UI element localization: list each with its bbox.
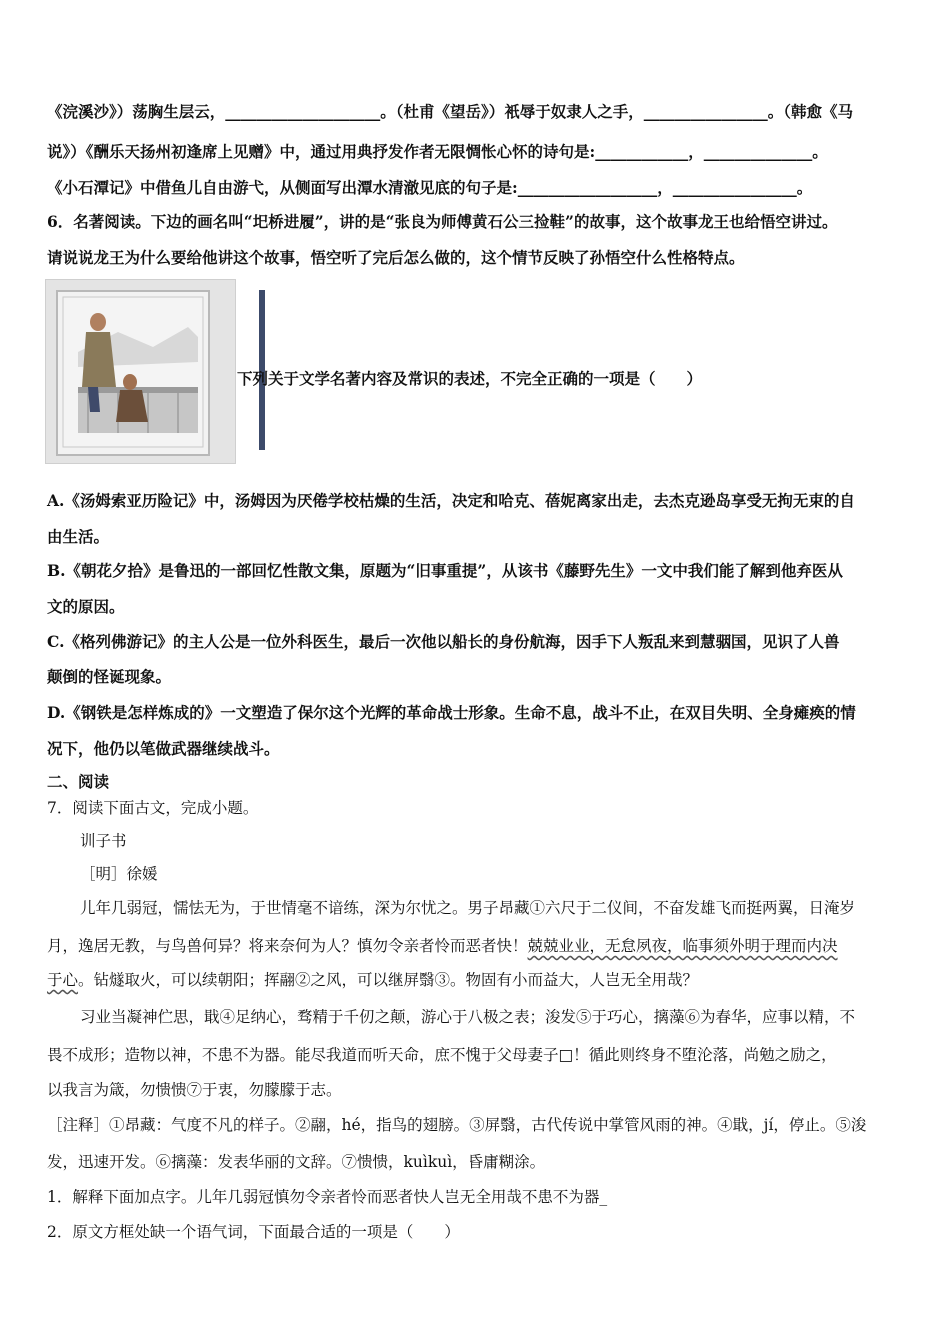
option-a-line-1: A.《汤姆索亚历险记》中，汤姆因为厌倦学校枯燥的生活，决定和哈克、蓓妮离家出走，去杰克逊岛享受无拘无束的自	[47, 491, 855, 510]
option-b-line-2: 文的原因。	[47, 597, 125, 616]
sub-question-2: 2．原文方框处缺一个语气词，下面最合适的一项是（ ）	[47, 1223, 460, 1241]
option-d-line-1: D.《钢铁是怎样炼成的》一文塑造了保尔这个光辉的革命战士形象。生命不息，战斗不止，在双目失明、全身瘫痪的情	[47, 703, 856, 722]
annotation-line-1: ［注释］①昂藏：气度不凡的样子。②翮，hé，指鸟的翅膀。③屏翳，古代传说中掌管风雨的神。④戢，jí，停止。⑤浚	[47, 1116, 867, 1134]
passage-text: 。钻燧取火，可以续朝阳；挥翮②之风，可以继屏翳③。物固有小而益大，人岂无全用哉？	[78, 971, 699, 989]
passage-p1-line-3	[47, 970, 698, 990]
option-c-line-1: C.《格列佛游记》的主人公是一位外科医生，最后一次他以船长的身份航海，因手下人叛乱来到慧骃国，见识了人兽	[47, 632, 840, 651]
question-6-line-2: 请说说龙王为什么要给他讲这个故事，悟空听了完后怎么做的，这个情节反映了孙悟空什么性格特点。	[47, 248, 745, 267]
fill-blank-line-3: 《小石潭记》中借鱼儿自由游弋，从侧面写出潭水清澈见底的句子是:__________________，________________。	[47, 178, 813, 197]
passage-p1-line-2	[47, 936, 838, 956]
section-heading: 二、阅读	[47, 772, 110, 791]
option-a-line-2: 由生活。	[47, 527, 110, 546]
passage-author: ［明］徐媛	[80, 865, 158, 883]
passage-title: 训子书	[80, 832, 127, 850]
wavy-underlined-text: 于心	[47, 971, 79, 989]
question-6-line-1: 6．名著阅读。下边的画名叫“圯桥进履”，讲的是“张良为师傅黄石公三捡鞋”的故事，这个故事龙王也给悟空讲过。	[47, 212, 838, 231]
wavy-underlined-text: 兢兢业业，无怠夙夜，临事须外明于理而内决	[527, 937, 838, 955]
passage-p2-line-3: 以我言为箴，勿愦愦⑦于衷，勿朦朦于志。	[47, 1081, 342, 1099]
sub-question-1: 1．解释下面加点字。儿年几弱冠慎勿令亲者怜而恶者快人岂无全用哉不患不为器_	[47, 1188, 608, 1206]
fill-blank-line-2: 说》）《酬乐天扬州初逢席上见赠》中，通过用典抒发作者无限惆怅心怀的诗句是:____________，______________。	[47, 142, 828, 161]
illustration-scroll-frame	[56, 290, 210, 456]
passage-p1-line-1: 儿年几弱冠，懦怯无为，于世情毫不谙练，深为尔忧之。男子昂藏①六尺于二仪间，不奋发雄飞而挺两翼，日淹岁	[80, 899, 856, 917]
annotation-line-2: 发，迅速开发。⑥摛藻：发表华丽的文辞。⑦愦愦，kuìkuì，昏庸糊涂。	[47, 1153, 546, 1171]
passage-text: 月，逸居无教，与鸟兽何异？将来奈何为人？慎勿令亲者怜而恶者快！	[47, 937, 528, 955]
option-b-line-1: B.《朝花夕拾》是鲁迅的一部回忆性散文集，原题为“旧事重提”，从该书《藤野先生》一文中我们能了解到他弃医从	[47, 561, 843, 580]
question-7: 7．阅读下面古文，完成小题。	[47, 799, 259, 817]
passage-p2-line-2: 畏不成形；造物以神，不患不为器。能尽我道而听天命，庶不愧于父母妻子□！循此则终身不堕沦落，尚勉之励之，	[47, 1046, 837, 1064]
option-c-line-2: 颠倒的怪诞现象。	[47, 667, 172, 686]
passage-p2-line-1: 习业当凝神伫思，戢④足纳心，骛精于千仞之颠，游心于八极之表；浚发⑤于巧心，摛藻⑥为春华，应事以精，不	[80, 1008, 856, 1026]
option-d-line-2: 况下，他仍以笔做武器继续战斗。	[47, 739, 280, 758]
story-illustration	[45, 279, 236, 464]
illustration-figures-icon	[58, 292, 208, 454]
fill-blank-line-1: 《浣溪沙》）荡胸生层云，____________________。（杜甫《望岳》）衹辱于奴隶人之手，________________。（韩愈《马	[47, 102, 854, 121]
question-6-prompt: 下列关于文学名著内容及常识的表述，不完全正确的一项是（ ）	[237, 369, 703, 388]
